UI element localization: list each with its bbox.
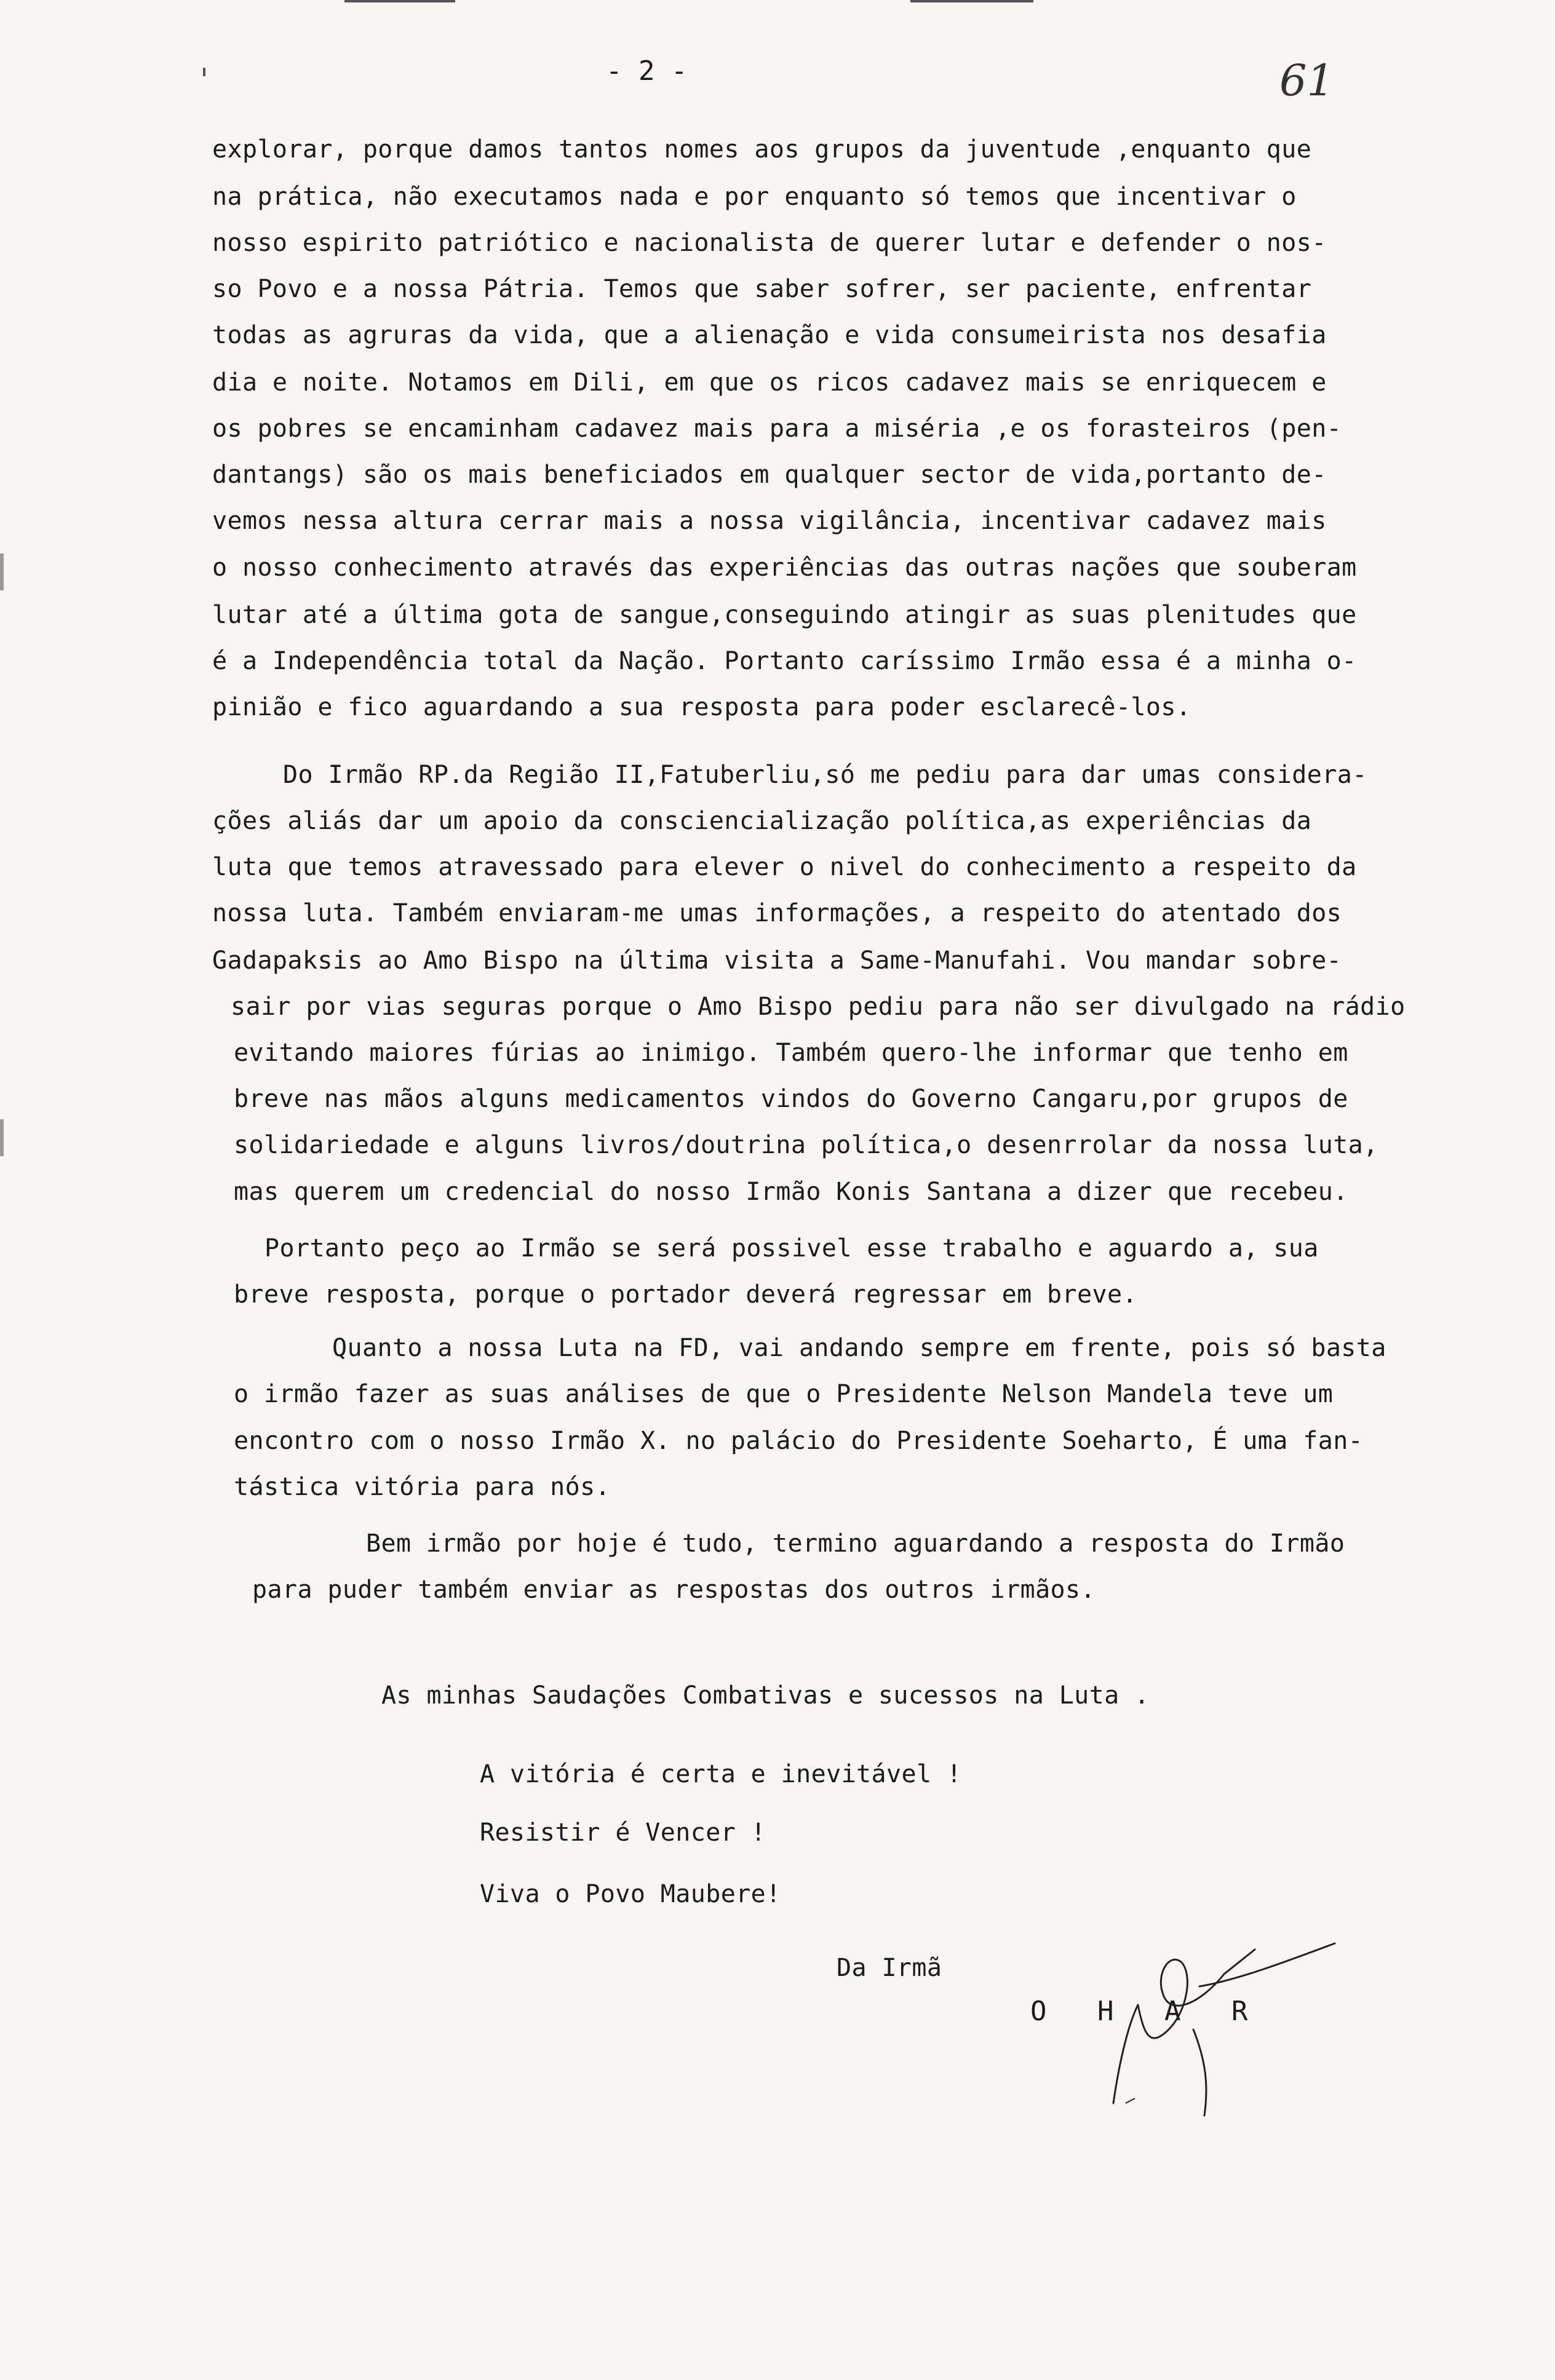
text-line: nossa luta. Também enviaram-me umas informações, a respeito do atentado dos [212, 899, 1342, 927]
text-line: o nosso conhecimento através das experiências das outras nações que souberam [212, 553, 1357, 582]
text-line: encontro com o nosso Irmão X. no palácio do Presidente Soeharto, É uma fan- [234, 1427, 1364, 1455]
text-line: Quanto a nossa Luta na FD, vai andando sempre em frente, pois só basta [332, 1334, 1386, 1362]
text-line: para puder também enviar as respostas dos outros irmãos. [252, 1576, 1096, 1604]
text-line: pinião e fico aguardando a sua resposta para poder esclarecê-los. [212, 693, 1191, 721]
text-line: é a Independência total da Nação. Portanto caríssimo Irmão essa é a minha o- [212, 647, 1357, 675]
text-line: Viva o Povo Maubere! [480, 1880, 781, 1908]
text-line: Resistir é Vencer ! [480, 1819, 766, 1847]
text-line: so Povo e a nossa Pátria. Temos que saber sofrer, ser paciente, enfrentar [212, 275, 1312, 303]
text-line: dantangs) são os mais beneficiados em qualquer sector de vida,portanto de- [212, 461, 1327, 489]
text-line: explorar, porque damos tantos nomes aos grupos da juventude ,enquanto que [212, 135, 1312, 164]
text-line: tástica vitória para nós. [234, 1473, 611, 1501]
signature-letters: O H A R [1030, 1996, 1265, 2027]
handwritten-signature [1101, 1937, 1384, 2122]
text-line: sair por vias seguras porque o Amo Bispo pediu para não ser divulgado na rádio [231, 993, 1406, 1021]
handwritten-page-number: 61 [1279, 55, 1335, 106]
scan-edge-top-left [344, 0, 455, 2]
text-line: na prática, não executamos nada e por enquanto só temos que incentivar o [212, 183, 1297, 211]
text-line: lutar até a última gota de sangue,conseguindo atingir as suas plenitudes que [212, 601, 1357, 629]
text-line: todas as agruras da vida, que a alienação e vida consumeirista nos desafia [212, 321, 1327, 349]
scan-edge-left-top [0, 553, 4, 590]
text-line: evitando maiores fúrias ao inimigo. Também quero-lhe informar que tenho em [234, 1039, 1348, 1067]
text-line: A vitória é certa e inevitável ! [480, 1760, 962, 1788]
scan-edge-left-bottom [0, 1119, 4, 1156]
text-line: breve resposta, porque o portador deverá regressar em breve. [234, 1280, 1137, 1309]
text-line: mas querem um credencial do nosso Irmão Konis Santana a dizer que recebeu. [234, 1178, 1348, 1206]
margin-tick [203, 68, 205, 76]
text-line: Portanto peço ao Irmão se será possivel esse trabalho e aguardo a, sua [264, 1234, 1319, 1263]
page-number: - 2 - [606, 55, 688, 87]
text-line: luta que temos atravessado para elever o nivel do conhecimento a respeito da [212, 853, 1357, 881]
text-line: solidariedade e alguns livros/doutrina política,o desenrrolar da nossa luta, [234, 1131, 1378, 1159]
text-line: As minhas Saudações Combativas e sucessos na Luta . [381, 1681, 1150, 1710]
text-line: o irmão fazer as suas análises de que o Presidente Nelson Mandela teve um [234, 1380, 1334, 1408]
text-line: vemos nessa altura cerrar mais a nossa vigilância, incentivar cadavez mais [212, 507, 1327, 535]
text-line: Da Irmã [837, 1954, 942, 1982]
text-line: ções aliás dar um apoio da consciencialização política,as experiências da [212, 807, 1312, 835]
text-line: breve nas mãos alguns medicamentos vindos do Governo Cangaru,por grupos de [234, 1085, 1348, 1113]
scan-edge-top-right [910, 0, 1033, 2]
text-line: nosso espirito patriótico e nacionalista de querer lutar e defender o nos- [212, 229, 1327, 257]
text-line: Gadapaksis ao Amo Bispo na última visita a Same-Manufahi. Vou mandar sobre- [212, 946, 1342, 975]
text-line: Bem irmão por hoje é tudo, termino aguardando a resposta do Irmão [366, 1529, 1345, 1558]
text-line: Do Irmão RP.da Região II,Fatuberliu,só me pediu para dar umas considera- [283, 761, 1367, 789]
text-line: dia e noite. Notamos em Dili, em que os ricos cadavez mais se enriquecem e [212, 368, 1327, 397]
text-line: os pobres se encaminham cadavez mais para a miséria ,e os forasteiros (pen- [212, 415, 1342, 443]
